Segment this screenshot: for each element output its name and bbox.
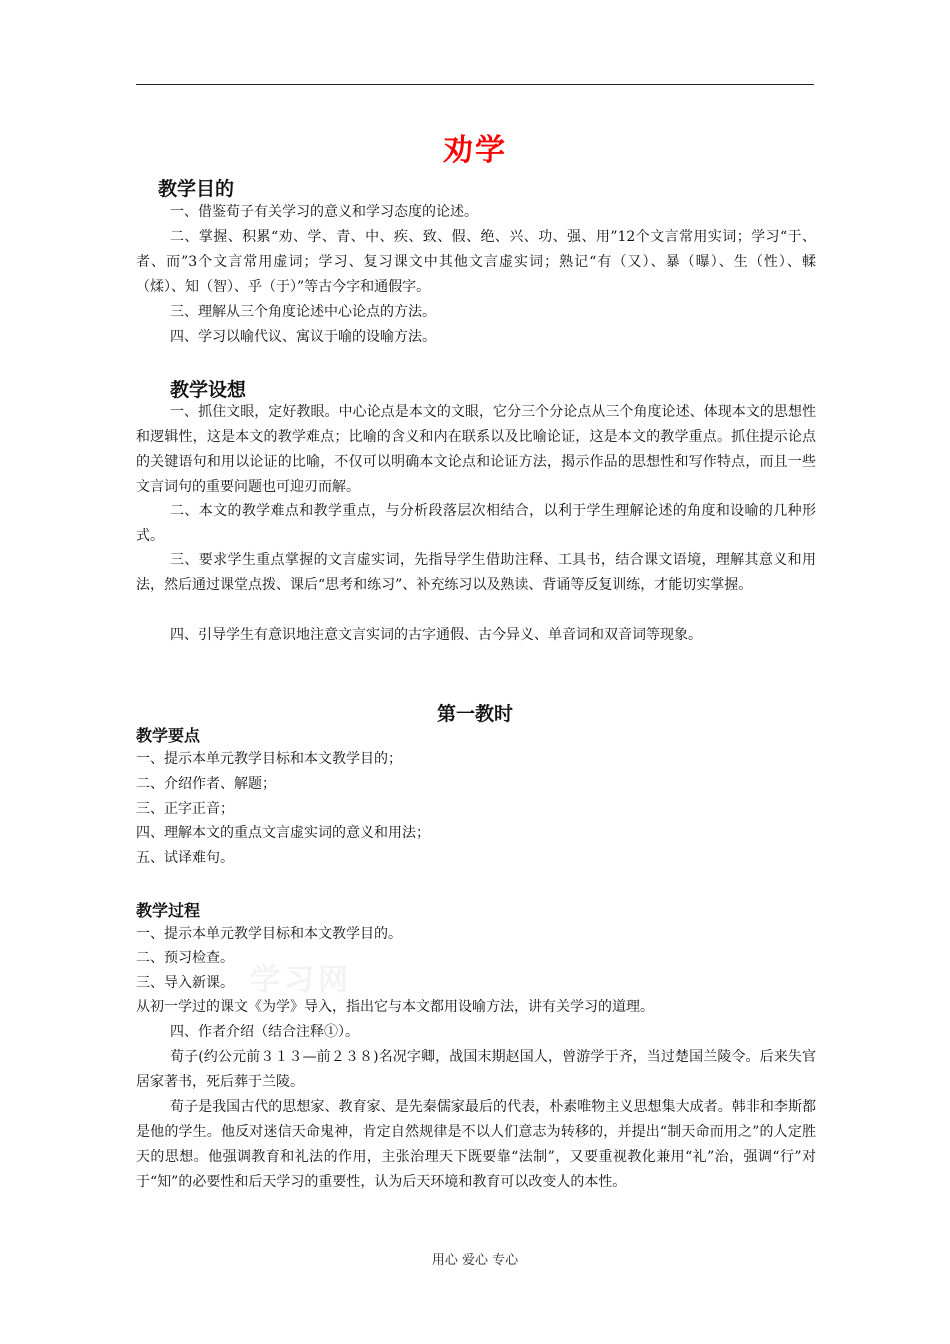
point-item-5: 五、试译难句。 <box>136 850 234 866</box>
design-item-1: 一、抓住文眼，定好教眼。中心论点是本文的文眼，它分三个分论点从三个角度论述、体现本文的思想性和逻辑性，这是本文的教学难点；比喻的含义和内在联系以及比喻论证，这是本文的教学重点。抓住提示论点的关键语句和用以论证的比喻，不仅可以明确本文论点和论证方法，揭示作品的思想性和写作特点，而且一些文言词句的重要问题也可迎刃而解。 <box>136 404 816 495</box>
design-item-4: 四、引导学生有意识地注意文言实词的古字通假、古今异义、单音词和双音词等现象。 <box>170 627 702 643</box>
author-heading: 四、作者介绍（结合注释①）。 <box>170 1024 359 1040</box>
author-para-1: 荀子(约公元前３１３—前２３８)名况字卿，战国末期赵国人，曾游学于齐，当过楚国兰陵令。后来失官居家著书，死后葬于兰陵。 <box>136 1049 816 1090</box>
goal-item-1: 一、借鉴荀子有关学习的意义和学习态度的论述。 <box>170 204 478 220</box>
process-item-2: 二、预习检查。 <box>136 950 234 966</box>
goal-item-3: 三、理解从三个角度论述中心论点的方法。 <box>170 304 436 320</box>
document-title: 劝学 <box>443 133 507 168</box>
design-item-2: 二、本文的教学难点和教学重点，与分析段落层次相结合，以利于学生理解论述的角度和设喻的几种形式。 <box>136 503 816 544</box>
process-item-1: 一、提示本单元教学目标和本文教学目的。 <box>136 926 402 942</box>
process-item-4: 从初一学过的课文《为学》导入，指出它与本文都用设喻方法，讲有关学习的道理。 <box>136 999 654 1015</box>
point-item-4: 四、理解本文的重点文言虚实词的意义和用法； <box>136 825 430 841</box>
design-heading: 教学设想 <box>170 379 247 401</box>
lesson-heading: 第一教时 <box>436 703 513 725</box>
page-footer: 用心 爱心 专心 <box>431 1253 519 1268</box>
point-item-3: 三、正字正音； <box>136 801 234 817</box>
watermark: 学习网 <box>250 963 352 998</box>
process-item-3: 三、导入新课。 <box>136 975 234 991</box>
points-heading: 教学要点 <box>136 726 201 745</box>
design-item-3: 三、要求学生重点掌握的文言虚实词，先指导学生借助注释、工具书，结合课文语境，理解其意义和用法，然后通过课堂点拨、课后“思考和练习”、补充练习以及熟读、背诵等反复训练，才能切实掌握。 <box>136 552 816 593</box>
point-item-2: 二、介绍作者、解题； <box>136 776 276 792</box>
point-item-1: 一、提示本单元教学目标和本文教学目的； <box>136 751 402 767</box>
process-heading: 教学过程 <box>136 901 201 920</box>
goal-item-4: 四、学习以喻代议、寓议于喻的设喻方法。 <box>170 329 436 345</box>
goals-heading: 教学目的 <box>158 178 235 200</box>
goal-item-2: 二、掌握、积累“劝、学、青、中、疾、致、假、绝、兴、功、强、用”12个文言常用实词；学习“于、者、而”3个文言常用虚词；学习、复习课文中其他文言虚实词；熟记“有（又）、暴（曝）、生（性）、輮（煣）、知（智）、乎（于）”等古今字和通假字。 <box>136 229 816 295</box>
header-rule <box>136 84 814 85</box>
author-para-2: 荀子是我国古代的思想家、教育家、是先秦儒家最后的代表，朴素唯物主义思想集大成者。韩非和李斯都是他的学生。他反对迷信天命鬼神，肯定自然规律是不以人们意志为转移的，并提出“制天命而用之”的人定胜天的思想。他强调教育和礼法的作用，主张治理天下既要靠“法制”，又要重视教化兼用“礼”治，强调“行”对于“知”的必要性和后天学习的重要性，认为后天环境和教育可以改变人的本性。 <box>136 1099 816 1190</box>
